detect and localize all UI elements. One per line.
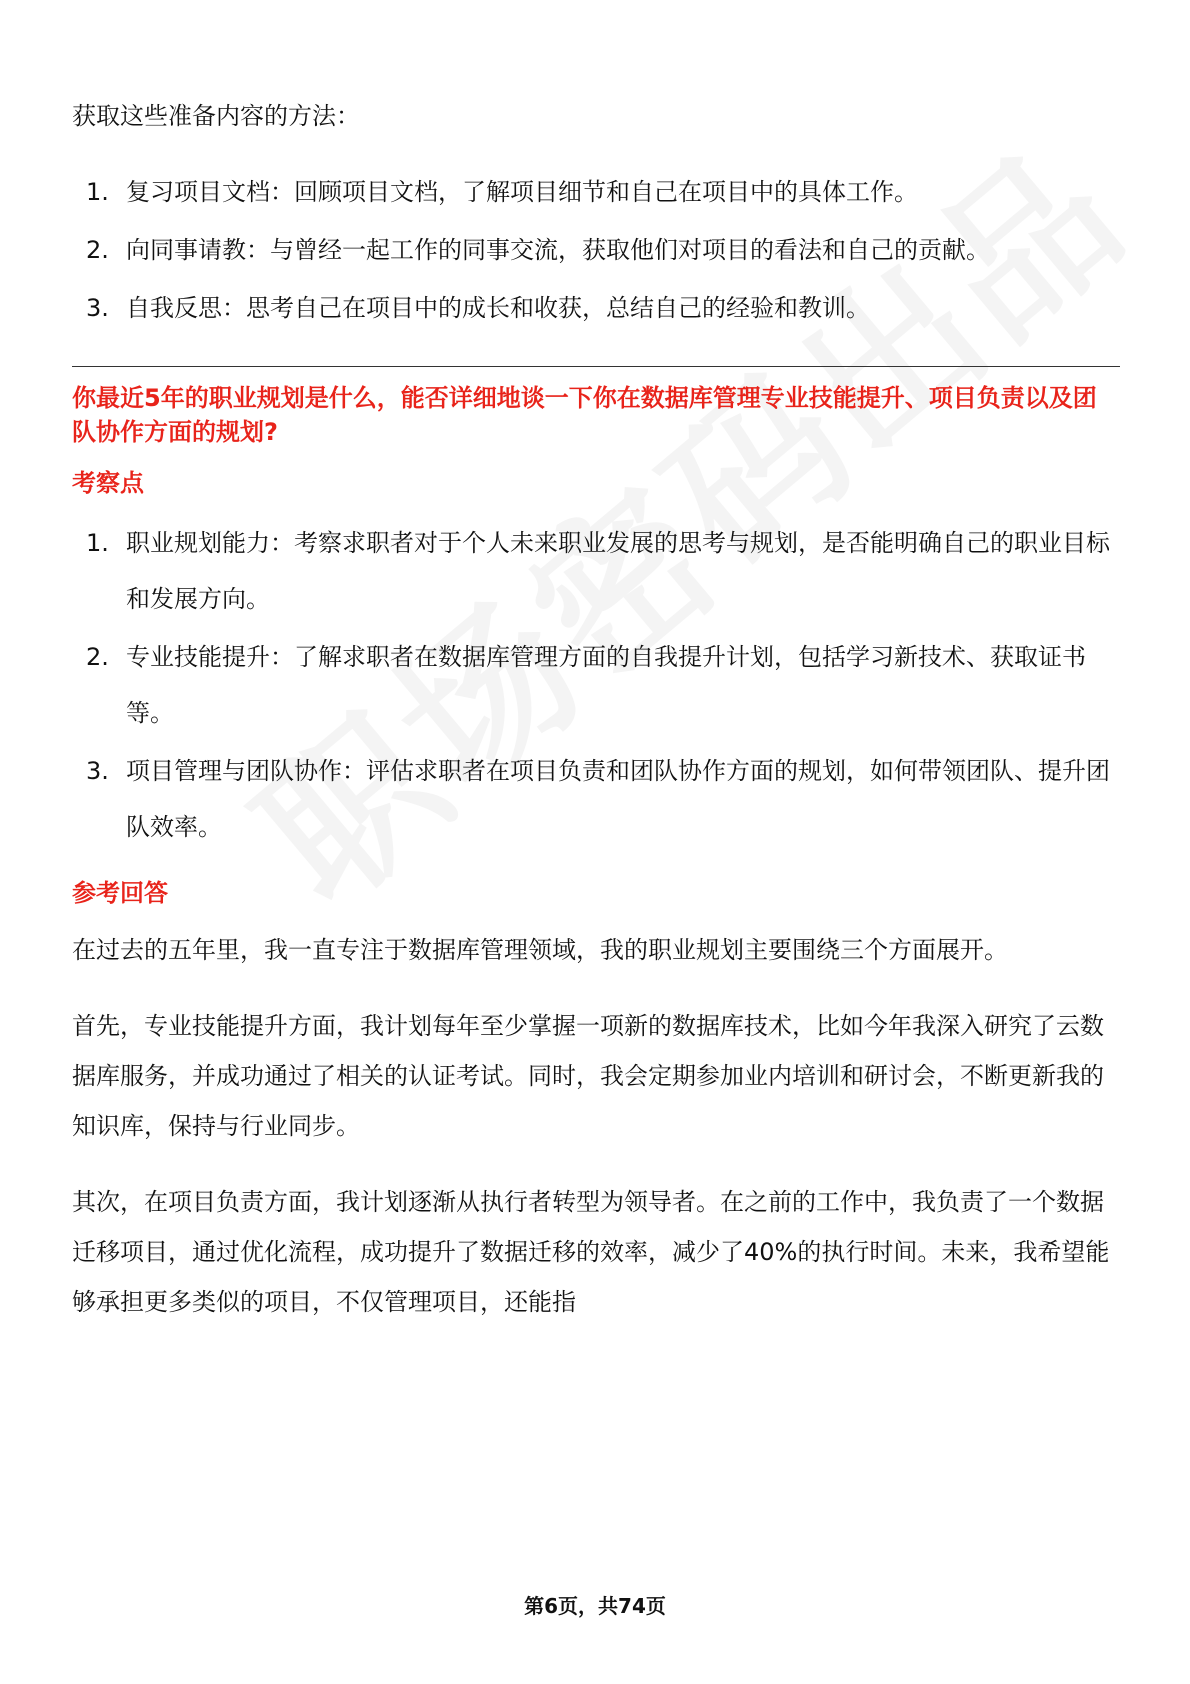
answer-paragraph: 首先，专业技能提升方面，我计划每年至少掌握一项新的数据库技术，比如今年我深入研究了云数据库服务，并成功通过了相关的认证考试。同时，我会定期参加业内培训和研讨会，不断更新我的知识库，保持与行业同步。 [72, 1012, 1104, 1140]
list-item-text: 自我反思：思考自己在项目中的成长和收获，总结自己的经验和教训。 [126, 294, 870, 322]
list-item-text: 职业规划能力：考察求职者对于个人未来职业发展的思考与规划，是否能明确自己的职业目标和发展方向。 [126, 529, 1110, 613]
list-number: 2. [86, 643, 109, 671]
page-content [72, 88, 1120, 1353]
list-item [72, 164, 1120, 220]
answer-paragraph: 在过去的五年里，我一直专注于数据库管理领域，我的职业规划主要围绕三个方面展开。 [72, 936, 1008, 964]
list-number: 1. [86, 178, 109, 206]
list-number: 1. [86, 529, 109, 557]
list-item [72, 280, 1120, 336]
list-number: 2. [86, 236, 109, 264]
question-heading: 你最近5年的职业规划是什么，能否详细地谈一下你在数据库管理专业技能提升、项目负责以及团队协作方面的规划? [72, 384, 1097, 446]
answer-title: 参考回答 [72, 879, 168, 907]
list-item [72, 222, 1120, 278]
list-item [72, 743, 1120, 855]
list-item [72, 629, 1120, 741]
list-item-text: 向同事请教：与曾经一起工作的同事交流，获取他们对项目的看法和自己的贡献。 [126, 236, 990, 264]
list-number: 3. [86, 294, 109, 322]
list-number: 3. [86, 757, 109, 785]
list-item-text: 项目管理与团队协作：评估求职者在项目负责和团队协作方面的规划，如何带领团队、提升团队效率。 [126, 757, 1110, 841]
points-list [72, 515, 1120, 855]
page-footer: 第6页，共74页 [524, 1594, 666, 1618]
answer-paragraph: 其次，在项目负责方面，我计划逐渐从执行者转型为领导者。在之前的工作中，我负责了一个数据迁移项目，通过优化流程，成功提升了数据迁移的效率，减少了40%的执行时间。未来，我希望能够承担更多类似的项目，不仅管理项目，还能指 [72, 1188, 1110, 1316]
methods-list [72, 164, 1120, 336]
list-item [72, 515, 1120, 627]
section-divider [72, 366, 1120, 367]
list-item-text: 复习项目文档：回顾项目文档，了解项目细节和自己在项目中的具体工作。 [126, 178, 918, 206]
list-item-text: 专业技能提升：了解求职者在数据库管理方面的自我提升计划，包括学习新技术、获取证书等。 [126, 643, 1086, 727]
points-title: 考察点 [72, 469, 144, 497]
intro-text: 获取这些准备内容的方法： [72, 102, 360, 130]
